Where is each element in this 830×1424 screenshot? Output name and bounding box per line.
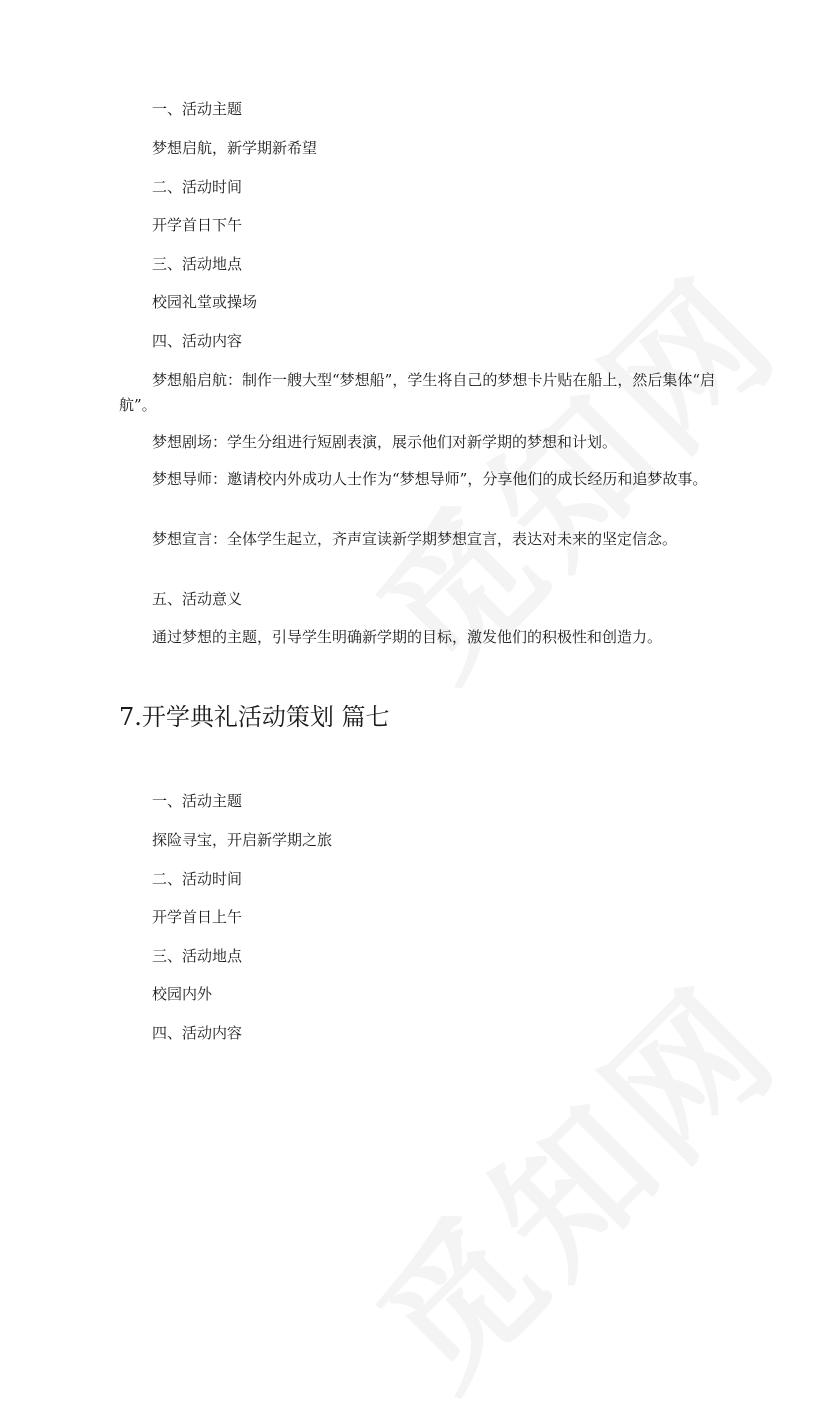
place-value: 校园内外 [152, 985, 213, 1003]
content-heading: 四、活动内容 [152, 1024, 243, 1042]
time-value: 开学首日下午 [152, 216, 243, 234]
time-heading: 二、活动时间 [152, 870, 243, 888]
meaning-value: 通过梦想的主题，引导学生明确新学期的目标，激发他们的积极性和创造力。 [152, 628, 663, 646]
content-item: 梦想导师：邀请校内外成功人士作为“梦想导师”，分享他们的成长经历和追梦故事。 [152, 470, 708, 488]
content-heading: 四、活动内容 [152, 332, 243, 350]
content-item: 梦想剧场：学生分组进行短剧表演，展示他们对新学期的梦想和计划。 [152, 433, 618, 451]
place-heading: 三、活动地点 [152, 947, 243, 965]
place-heading: 三、活动地点 [152, 255, 243, 273]
theme-heading: 一、活动主题 [152, 792, 243, 810]
theme-heading: 一、活动主题 [152, 100, 243, 118]
theme-value: 探险寻宝，开启新学期之旅 [152, 831, 333, 849]
place-value: 校园礼堂或操场 [152, 293, 258, 311]
time-value: 开学首日上午 [152, 908, 243, 926]
meaning-heading: 五、活动意义 [152, 590, 243, 608]
content-item: 梦想船启航：制作一艘大型“梦想船”，学生将自己的梦想卡片贴在船上，然后集体“启航”。 [119, 371, 716, 414]
theme-value: 梦想启航，新学期新希望 [152, 139, 318, 157]
content-item: 梦想宣言：全体学生起立，齐声宣读新学期梦想宣言，表达对未来的坚定信念。 [152, 530, 678, 548]
time-heading: 二、活动时间 [152, 178, 243, 196]
section-title: 7.开学典礼活动策划 篇七 [119, 703, 390, 731]
